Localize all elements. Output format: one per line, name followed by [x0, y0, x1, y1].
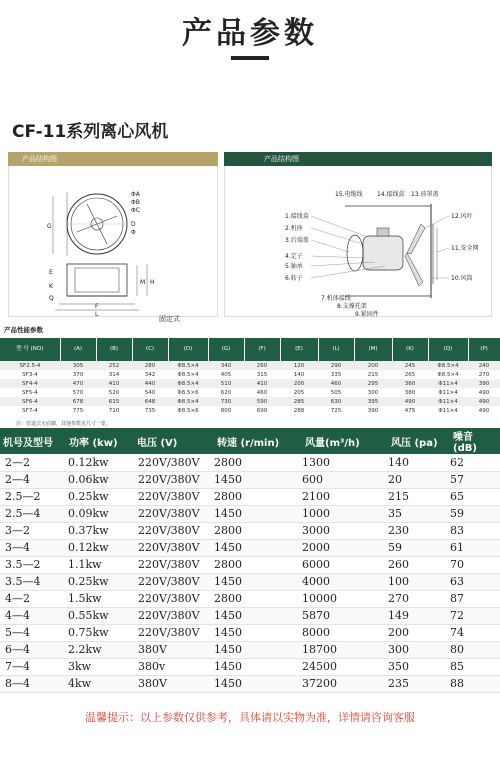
table-cell: 200 — [280, 379, 318, 388]
part-label: 13.前罩盖 — [411, 191, 439, 198]
table-cell: 252 — [96, 361, 132, 370]
table-row — [0, 658, 500, 675]
table-cell: 7—4 — [0, 658, 66, 675]
column-header: (F) — [244, 338, 280, 361]
table-cell: 88 — [450, 675, 500, 692]
table-cell: 290 — [318, 361, 354, 370]
table-cell: 1450 — [214, 641, 302, 658]
table-cell: 72 — [450, 607, 500, 624]
table-cell: 2.2kw — [66, 641, 134, 658]
table-cell: 2.5—4 — [0, 505, 66, 522]
table-cell: 220V/380V — [134, 454, 214, 471]
table-cell: 380V — [134, 675, 214, 692]
table-cell: 380V — [134, 641, 214, 658]
table-cell: 220V/380V — [134, 505, 214, 522]
table-cell: 725 — [330, 407, 342, 414]
exploded-view-drawing — [224, 166, 492, 317]
mount-type-label: 固定式 — [159, 315, 180, 323]
table-row — [0, 539, 500, 556]
table-cell: 1.1kw — [66, 556, 134, 573]
table-cell: 37200 — [302, 675, 388, 692]
column-header: 风量(m³/h) — [302, 428, 388, 454]
table-cell: 0.75kw — [66, 624, 134, 641]
part-label: 2.机座 — [285, 225, 303, 232]
table-cell: 3—4 — [0, 539, 66, 556]
table-row — [0, 388, 500, 397]
table-cell: 405 — [220, 371, 232, 378]
table-cell: 230 — [388, 522, 450, 539]
table-cell: Φ8.5×4 — [428, 361, 468, 370]
table-cell: 83 — [450, 522, 500, 539]
table-cell: 735 — [144, 407, 156, 414]
table-cell: 4kw — [66, 675, 134, 692]
table-cell: 2—4 — [0, 471, 66, 488]
table-cell: 8000 — [302, 624, 388, 641]
table-cell: 215 — [367, 371, 379, 378]
table-cell: 215 — [388, 488, 450, 505]
table-cell: 4000 — [302, 573, 388, 590]
dim-label: G — [47, 223, 52, 230]
column-header: (D) — [168, 338, 208, 361]
table-cell: Φ11×4 — [438, 407, 458, 414]
table-cell: 220V/380V — [134, 488, 214, 505]
table-cell: 1450 — [214, 675, 302, 692]
column-header: 机号及型号 — [0, 428, 66, 454]
table-cell: 288 — [293, 407, 305, 414]
table-cell: 440 — [132, 379, 168, 388]
table-cell: 540 — [144, 389, 156, 396]
table-cell: 2800 — [214, 454, 302, 471]
table-cell: 1450 — [214, 573, 302, 590]
dimension-table — [0, 338, 500, 415]
table-cell: 35 — [388, 505, 450, 522]
table-cell: 505 — [330, 389, 342, 396]
table-cell: 10000 — [302, 590, 388, 607]
table-cell: 0.12kw — [66, 454, 134, 471]
table-header-row — [0, 428, 500, 454]
table-cell: 20 — [388, 471, 450, 488]
dim-label: Q — [49, 295, 54, 302]
table-row — [0, 471, 500, 488]
table-cell: 710 — [108, 407, 120, 414]
table-row — [0, 505, 500, 522]
table-cell: 1450 — [214, 539, 302, 556]
table-cell: 510 — [208, 379, 244, 388]
table-cell: 370 — [72, 371, 84, 378]
table-cell: 65 — [450, 488, 500, 505]
table-cell: 74 — [450, 624, 500, 641]
table-cell: 0.55kw — [66, 607, 134, 624]
table-cell: 220V/380V — [134, 471, 214, 488]
column-header: (M) — [354, 338, 392, 361]
table-cell: SF6-4 — [0, 397, 60, 406]
table-cell: 8—4 — [0, 675, 66, 692]
column-header: (G) — [208, 338, 244, 361]
table-cell: 220V/380V — [134, 624, 214, 641]
table-cell: 2000 — [302, 539, 388, 556]
table-cell: 335 — [330, 371, 342, 378]
table-cell: 235 — [388, 675, 450, 692]
table-cell: Φ8.5×4 — [177, 371, 199, 378]
table-cell: 1.5kw — [66, 590, 134, 607]
column-header: (C) — [132, 338, 168, 361]
performance-table — [0, 428, 500, 693]
table-cell: Φ11×4 — [428, 397, 468, 406]
disclaimer-tip: 温馨提示：以上参数仅供参考，具体请以实物为准，详情请咨询客服 — [85, 711, 415, 724]
table-cell: 200 — [388, 624, 450, 641]
table-cell: 342 — [144, 371, 156, 378]
table-row — [0, 556, 500, 573]
table-cell: 490 — [478, 389, 490, 396]
table-cell: 0.06kw — [66, 471, 134, 488]
table-cell: 1450 — [214, 624, 302, 641]
table-cell: 80 — [450, 641, 500, 658]
table-cell: 6—4 — [0, 641, 66, 658]
table-cell: 0.12kw — [66, 539, 134, 556]
table-row — [0, 590, 500, 607]
panel-heading: 产品结构图 — [224, 152, 492, 166]
dim-label: K — [49, 283, 53, 290]
part-label: 9.紧固件 — [355, 311, 379, 317]
table-cell: 340 — [208, 361, 244, 370]
table-cell: 800 — [220, 407, 232, 414]
table-row — [0, 573, 500, 590]
table-cell: 0.37kw — [66, 522, 134, 539]
table-cell: Φ11×4 — [428, 379, 468, 388]
table-cell: 475 — [404, 407, 416, 414]
exploded-view-svg — [225, 166, 491, 317]
part-label: 15.电缆线 — [335, 191, 363, 198]
table-cell: 4—4 — [0, 607, 66, 624]
table-cell: 220V/380V — [134, 522, 214, 539]
table-cell: 220V/380V — [134, 607, 214, 624]
table-row — [0, 370, 500, 379]
table-cell: 314 — [108, 371, 120, 378]
column-header: (L) — [318, 338, 354, 361]
table-cell: 59 — [450, 505, 500, 522]
table-cell: 460 — [318, 379, 354, 388]
table-cell: 490 — [392, 397, 428, 406]
table-cell: 3—2 — [0, 522, 66, 539]
table-cell: Φ8.5×4 — [168, 361, 208, 370]
part-label: 7.机体接线 — [321, 295, 351, 302]
table-cell: 2100 — [302, 488, 388, 505]
table-cell: 305 — [60, 361, 96, 370]
table-cell: 690 — [256, 407, 268, 414]
part-label: 4.定子 — [285, 253, 303, 260]
table-cell: 62 — [450, 454, 500, 471]
table-cell: 390 — [468, 379, 500, 388]
table-cell: 1000 — [302, 505, 388, 522]
table-cell: 2800 — [214, 522, 302, 539]
dim-label: F — [95, 303, 99, 310]
table-cell: 87 — [450, 590, 500, 607]
table-cell: 24500 — [302, 658, 388, 675]
column-header: 噪音 (dB) — [450, 428, 500, 454]
table-row — [0, 607, 500, 624]
dim-label: ΦA — [131, 191, 140, 198]
table-cell: Φ8.5×4 — [168, 379, 208, 388]
table-cell: 285 — [280, 397, 318, 406]
table-cell: 3.5—2 — [0, 556, 66, 573]
table-row — [0, 641, 500, 658]
table-row — [0, 488, 500, 505]
part-label: 12.风叶 — [451, 213, 473, 220]
table-cell: SF2.5-4 — [0, 361, 60, 370]
structure-panel-right — [224, 152, 492, 317]
table-cell: 470 — [60, 379, 96, 388]
table-cell: 1300 — [302, 454, 388, 471]
column-header: 转速 (r/min) — [214, 428, 302, 454]
column-header: (B) — [96, 338, 132, 361]
table-cell: 57 — [450, 471, 500, 488]
table-row — [0, 379, 500, 388]
table-cell: 100 — [388, 573, 450, 590]
column-header: (Q) — [428, 338, 468, 361]
table-cell: 270 — [478, 371, 490, 378]
table-cell: 630 — [318, 397, 354, 406]
part-label: 10.风筒 — [451, 275, 473, 282]
table-cell: 4—2 — [0, 590, 66, 607]
table-cell: 0.25kw — [66, 573, 134, 590]
table-cell: Φ8.5×6 — [177, 407, 199, 414]
table-cell: 2800 — [214, 590, 302, 607]
spec-section-label: 产品性能参数 — [4, 326, 43, 334]
table-cell: 3.5—4 — [0, 573, 66, 590]
dimension-drawing-svg — [9, 166, 217, 317]
table-cell: 265 — [404, 371, 416, 378]
table-row — [0, 454, 500, 471]
table-cell: 410 — [244, 379, 280, 388]
column-header: 电压 (V) — [134, 428, 214, 454]
column-header: 型 号 (NO) — [0, 338, 60, 361]
table-cell: 520 — [108, 389, 120, 396]
table-cell: 730 — [208, 397, 244, 406]
dim-label: M — [140, 279, 146, 286]
table-cell: 460 — [256, 389, 268, 396]
page-title: 产品参数 — [182, 16, 318, 51]
table-cell: SF4-4 — [0, 379, 60, 388]
table-cell: Φ8.5×4 — [437, 371, 459, 378]
table-cell: 2—2 — [0, 454, 66, 471]
table-cell: 63 — [450, 573, 500, 590]
table-cell: 3000 — [302, 522, 388, 539]
table-cell: 18700 — [302, 641, 388, 658]
table-row — [0, 397, 500, 406]
table-cell: 360 — [392, 379, 428, 388]
table-cell: 245 — [392, 361, 428, 370]
table-cell: 1450 — [214, 607, 302, 624]
table-cell: 295 — [354, 379, 392, 388]
part-label: 14.接线盒 — [377, 191, 405, 198]
table-cell: 6000 — [302, 556, 388, 573]
table-cell: 220V/380V — [134, 573, 214, 590]
table-cell: 3kw — [66, 658, 134, 675]
table-cell: 220V/380V — [134, 556, 214, 573]
table-cell: 0.25kw — [66, 488, 134, 505]
table-cell: 300 — [388, 641, 450, 658]
table-cell: 390 — [367, 407, 379, 414]
structure-panel-left — [8, 152, 218, 323]
table-cell: 140 — [293, 371, 305, 378]
table-row — [0, 522, 500, 539]
part-label: 1.接线盒 — [285, 213, 309, 220]
table-cell: 270 — [388, 590, 450, 607]
table-cell: 395 — [354, 397, 392, 406]
table-cell: 280 — [132, 361, 168, 370]
dim-label: E — [49, 269, 53, 276]
column-header: 功率 (kw) — [66, 428, 134, 454]
table-cell: Φ8.5×6 — [177, 389, 199, 396]
table-cell: 240 — [468, 361, 500, 370]
table-cell: 59 — [388, 539, 450, 556]
column-header: (A) — [60, 338, 96, 361]
table-row — [0, 675, 500, 692]
table-cell: 775 — [72, 407, 84, 414]
table-cell: 2800 — [214, 556, 302, 573]
table-cell: 490 — [468, 397, 500, 406]
table-cell: 1450 — [214, 471, 302, 488]
part-label: 8.支撑托架 — [337, 303, 367, 310]
table-cell: 85 — [450, 658, 500, 675]
table-cell: 205 — [293, 389, 305, 396]
table-row — [0, 406, 500, 415]
table-cell: 410 — [96, 379, 132, 388]
spec-note: 注：管道式无底脚，其他参数见尺寸一览。 — [16, 421, 112, 427]
part-label: 11.安全网 — [451, 245, 479, 252]
part-label: 6.转子 — [285, 275, 303, 282]
table-cell: 1450 — [214, 658, 302, 675]
table-header-row — [0, 338, 500, 361]
table-cell: Φ8.5×4 — [168, 397, 208, 406]
table-cell: 600 — [302, 471, 388, 488]
table-cell: 2.5—2 — [0, 488, 66, 505]
table-cell: SF3-4 — [22, 371, 38, 378]
table-cell: 2800 — [214, 488, 302, 505]
table-cell: 620 — [220, 389, 232, 396]
dim-label: L — [95, 311, 99, 317]
table-cell: 61 — [450, 539, 500, 556]
table-cell: 380v — [134, 658, 214, 675]
table-cell: 260 — [244, 361, 280, 370]
table-cell: 5—4 — [0, 624, 66, 641]
table-cell: 648 — [132, 397, 168, 406]
table-cell: Φ11×4 — [438, 389, 458, 396]
table-cell: SF7-4 — [22, 407, 38, 414]
column-header: 风压 (pa) — [388, 428, 450, 454]
product-title: CF-11系列离心风机 — [12, 122, 169, 142]
table-cell: 5870 — [302, 607, 388, 624]
table-cell: 220V/380V — [134, 539, 214, 556]
dim-label: H — [150, 279, 155, 286]
fan-dimension-drawing — [8, 166, 218, 323]
dim-label: ΦC — [131, 207, 140, 214]
table-cell: 70 — [450, 556, 500, 573]
table-cell: 570 — [72, 389, 84, 396]
table-cell: SF5-4 — [22, 389, 38, 396]
title-underline — [231, 56, 269, 60]
table-row — [0, 624, 500, 641]
column-header: (E) — [280, 338, 318, 361]
table-cell: 300 — [367, 389, 379, 396]
table-cell: 1450 — [214, 505, 302, 522]
dim-label: D — [131, 221, 136, 228]
table-cell: 220V/380V — [134, 590, 214, 607]
table-cell: 615 — [96, 397, 132, 406]
table-cell: 380 — [404, 389, 416, 396]
part-label: 3.后端盖 — [285, 237, 309, 244]
panel-heading: 产品结构图 — [8, 152, 218, 166]
table-cell: 260 — [388, 556, 450, 573]
table-cell: 120 — [280, 361, 318, 370]
table-cell: 490 — [478, 407, 490, 414]
column-header: (K) — [392, 338, 428, 361]
table-cell: 0.09kw — [66, 505, 134, 522]
dim-label: Φ — [131, 229, 136, 236]
table-cell: 315 — [256, 371, 268, 378]
part-label: 5.轴承 — [285, 263, 303, 270]
table-cell: 200 — [354, 361, 392, 370]
column-header: (P) — [468, 338, 500, 361]
table-cell: 149 — [388, 607, 450, 624]
table-cell: 678 — [60, 397, 96, 406]
dim-label: ΦB — [131, 199, 140, 206]
table-cell: 140 — [388, 454, 450, 471]
table-row — [0, 361, 500, 370]
table-cell: 350 — [388, 658, 450, 675]
table-cell: 590 — [244, 397, 280, 406]
